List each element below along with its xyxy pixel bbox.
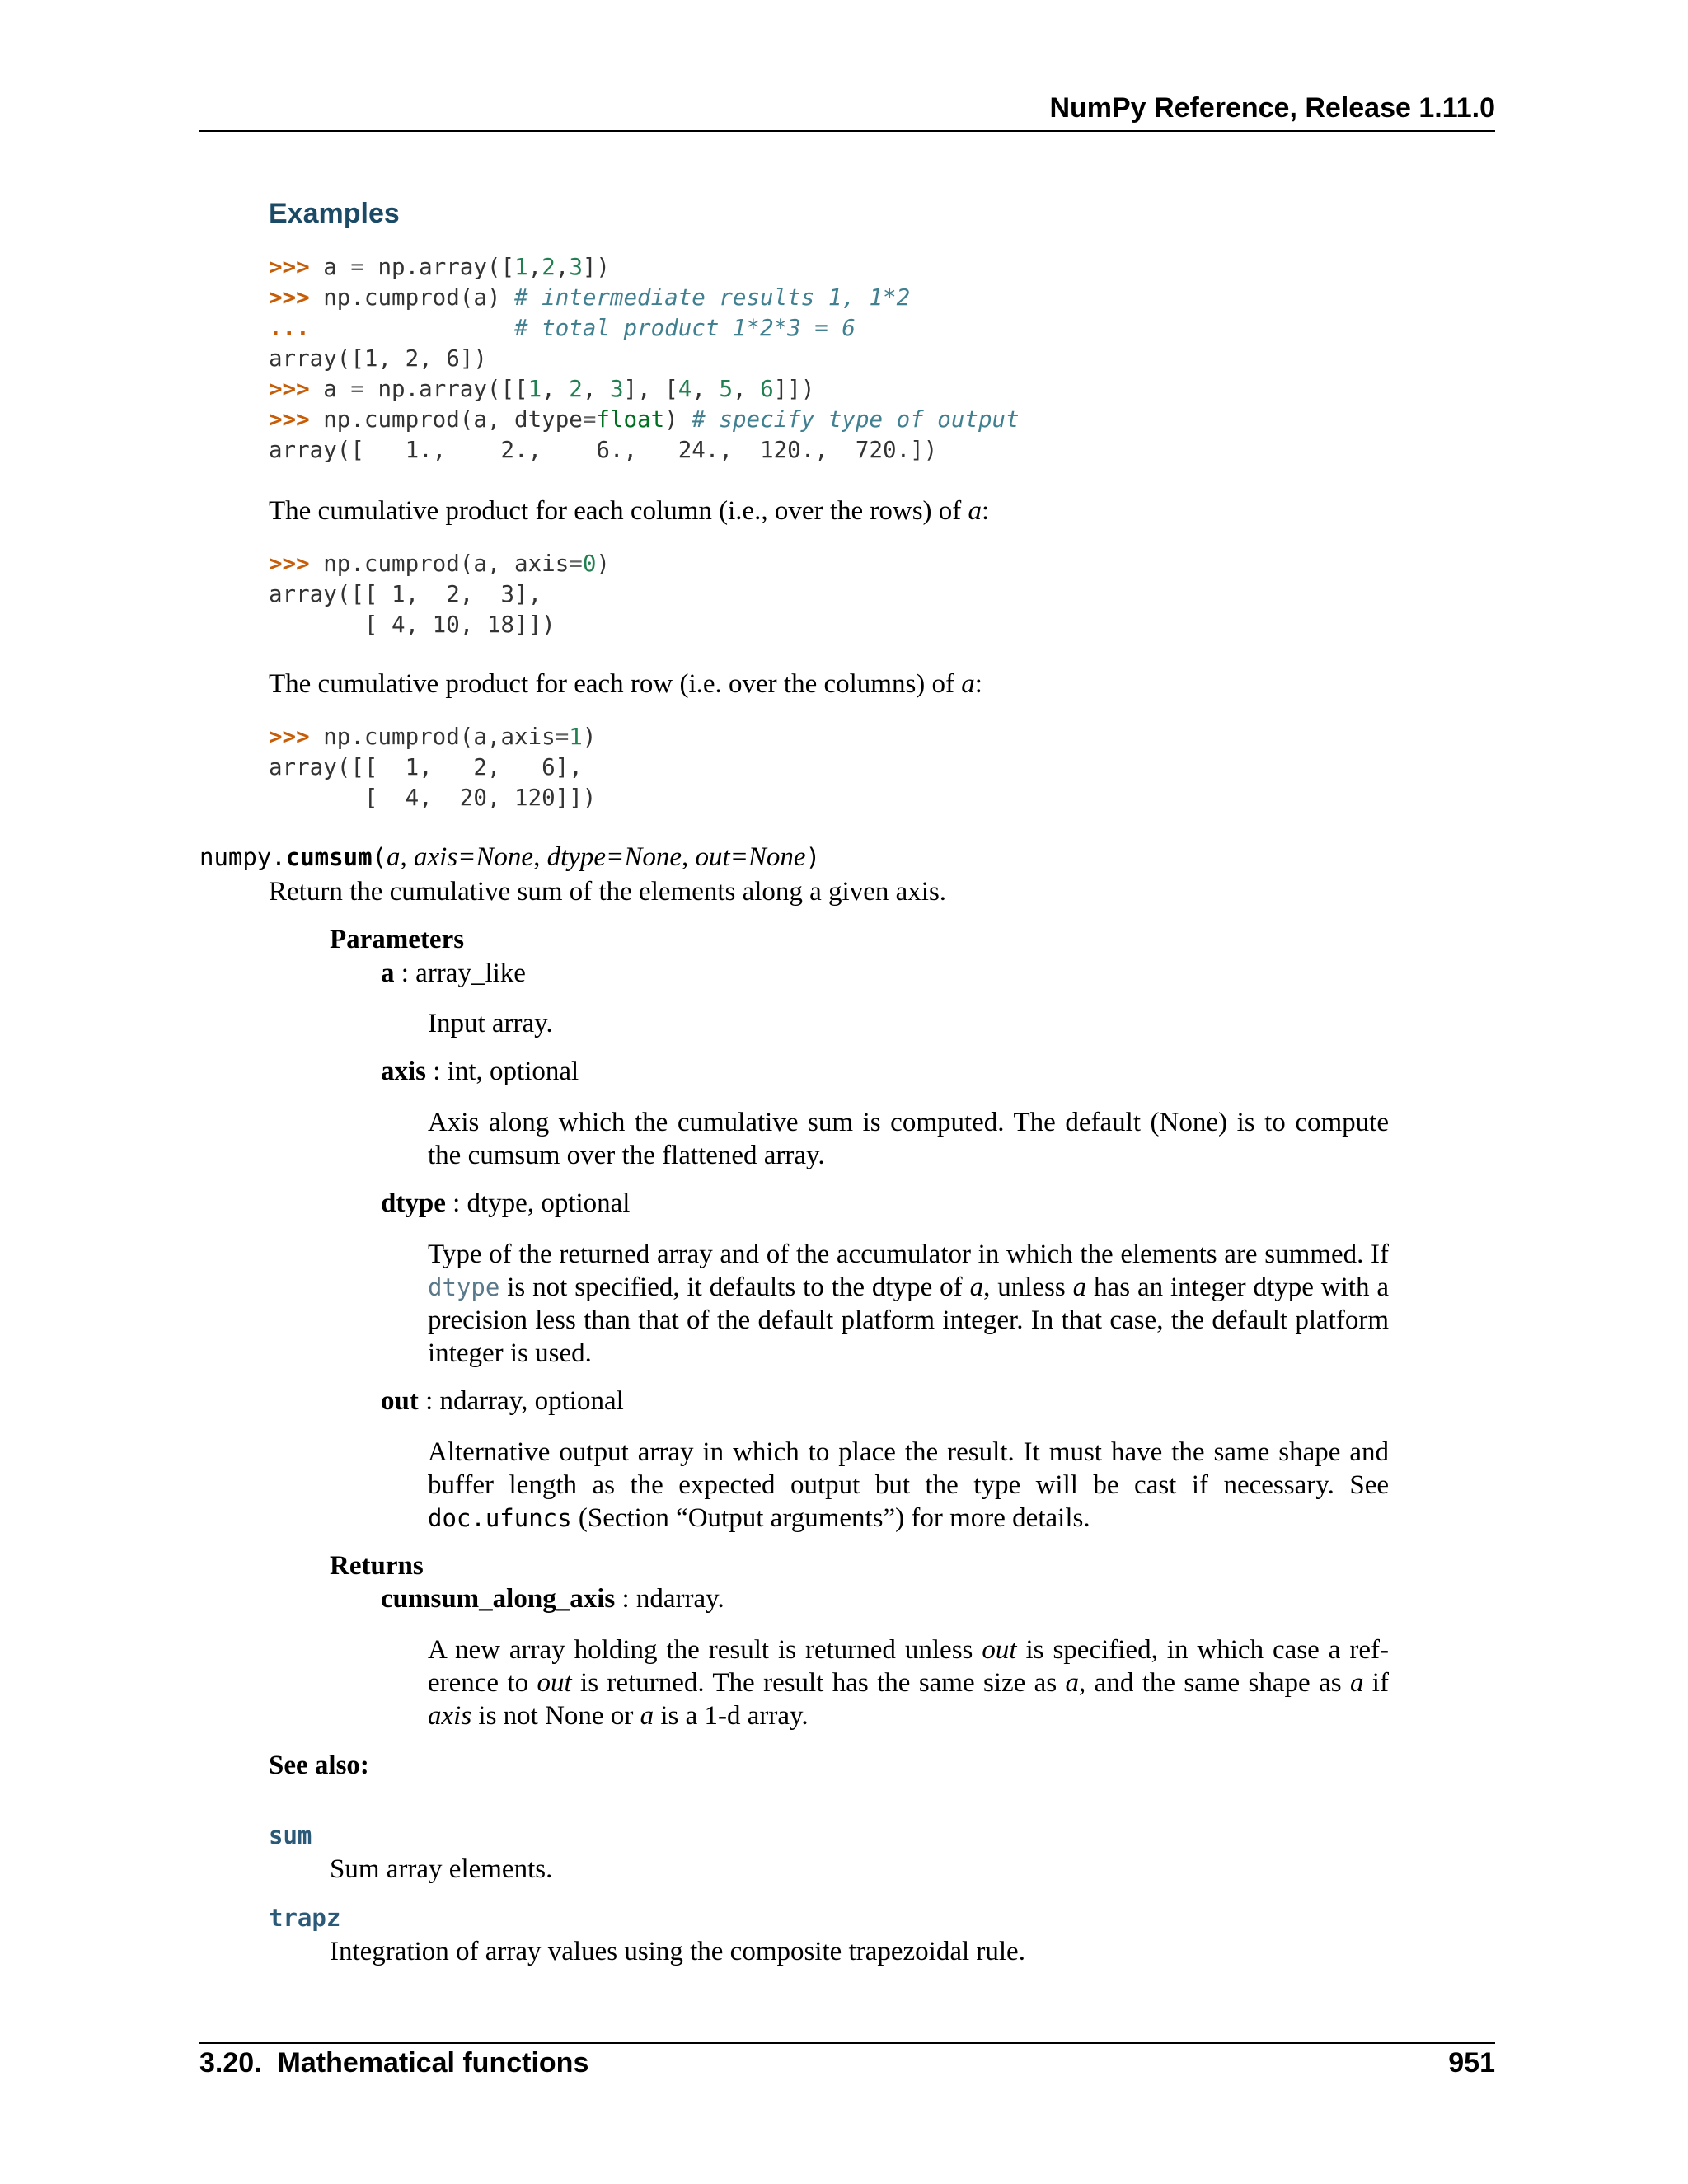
doc-ufuncs-reference: doc.ufuncs [428,1504,572,1532]
code-token: >>> [269,724,324,750]
param-axis: axis : int, optional [381,1057,579,1086]
param-axis-description: Axis along which the cumulative sum is computed. The default (None) is to compute the cumsum over the flattened array. [428,1108,1389,1170]
header-rule [199,130,1495,132]
code-token: >>> [269,406,324,433]
param-out-description: Alternative output array in which to place the result. It must have the same shape and buffer length as the expected output but the type will be cast if necessary. See doc.ufuncs (Section “Output arguments”) for more details. [428,1437,1389,1533]
code-token: a [323,376,351,402]
code-token: 1 [514,254,528,280]
code-token: = [350,254,378,280]
param-a-description: Input array. [428,1009,553,1038]
footer-section-title: 3.20. Mathematical functions [199,2047,589,2079]
code-token: np.cumprod(a) [323,284,515,311]
code-token: array([[ 1, 2, 3], [269,581,542,607]
code-line [269,610,610,640]
code-token: 6 [760,376,774,402]
param-dtype: dtype : dtype, optional [381,1188,631,1218]
code-line [269,313,1020,344]
footer-page-number: 951 [1448,2047,1495,2079]
code-token: ]) [582,254,610,280]
dtype-reference-link[interactable]: dtype [428,1273,500,1301]
code-token: np.cumprod(a, dtype [323,406,583,433]
running-header-title: NumPy Reference, Release 1.11.0 [1049,92,1495,124]
function-summary: Return the cumulative sum of the elements along a given axis. [269,877,947,907]
code-token: >>> [269,551,324,577]
code-line [269,405,1020,435]
code-token: >>> [269,254,324,280]
param-dtype-description: Type of the returned array and of the accumulator in which the elements are summed. If dtype is not specified, it defaults to the dtype of a, unless a has an integer dtype with a precision less than that of the default platform integer. In that case, the default platform integer is used. [428,1240,1389,1368]
parameters-label: Parameters [330,925,465,954]
code-token: = [350,376,378,402]
code-token: # total product 1*2*3 = 6 [514,315,856,341]
returns-label: Returns [330,1551,424,1581]
code-line [269,549,610,579]
code-token: # specify type of output [692,406,1020,433]
code-token: = [569,551,583,577]
code-token: ) [596,551,610,577]
code-token: , [555,254,570,280]
function-signature-cumsum: numpy.cumsum(a, axis=None, dtype=None, out=None) [199,842,821,872]
code-token: ) [664,406,692,433]
code-line [269,752,596,783]
code-token: array([[ 1, 2, 6], [269,754,583,780]
code-token: , [542,376,570,402]
see-also-link-sum[interactable]: sum [269,1821,312,1849]
code-token: 2 [569,376,583,402]
code-token: ... [269,315,324,341]
code-token: 1 [528,376,542,402]
return-cumsum-along-axis: cumsum_along_axis : ndarray. [381,1584,724,1614]
code-token: np.array([ [377,254,515,280]
code-token: >>> [269,284,324,311]
code-token: np.cumprod(a,axis [323,724,556,750]
code-line [269,722,596,752]
param-a: a : array_like [381,958,526,988]
see-also-desc-sum: Sum array elements. [330,1854,553,1884]
code-token: 5 [719,376,734,402]
code-token: array([1, 2, 6]) [269,345,487,372]
paragraph-cumprod-columns: The cumulative product for each column (i.e., over the rows) of a: [269,496,990,526]
code-token: 3 [609,376,624,402]
examples-heading: Examples [269,198,400,229]
code-token: = [582,406,597,433]
code-token: 4 [678,376,692,402]
code-token: ) [582,724,597,750]
see-also-desc-trapz: Integration of array values using the composite trapezoidal rule. [330,1937,1025,1966]
code-line [269,252,1020,283]
param-out: out : ndarray, optional [381,1386,624,1416]
code-token: a [323,254,351,280]
code-token: np.array([[ [377,376,528,402]
footer-rule [199,2042,1495,2044]
code-block-cumprod-axis1 [269,722,596,813]
code-line [269,283,1020,313]
see-also-label: See also: [269,1750,369,1780]
code-line [269,435,1020,466]
code-token: , [733,376,761,402]
code-token [323,315,514,341]
code-token: float [596,406,665,433]
code-token: , [528,254,542,280]
code-token: , [692,376,720,402]
code-token: [ 4, 10, 18]]) [269,612,556,638]
code-line [269,344,1020,374]
code-token: , [582,376,610,402]
code-token: ], [ [623,376,678,402]
paragraph-cumprod-rows: The cumulative product for each row (i.e. over the columns) of a: [269,669,982,699]
code-line [269,374,1020,405]
see-also-link-trapz[interactable]: trapz [269,1904,341,1932]
code-token: ]]) [773,376,815,402]
code-block-cumprod-examples [269,252,1020,466]
code-token: np.cumprod(a, axis [323,551,570,577]
code-token: [ 4, 20, 120]]) [269,785,597,811]
code-token: # intermediate results 1, 1*2 [514,284,911,311]
code-token: array([ 1., 2., 6., 24., 120., 720.]) [269,437,938,463]
code-token: = [555,724,570,750]
return-description: A new array holding the result is returned unless out is specified, in which case a ref-erence to out is returned. The result has the same size as a, and the same shape as a if axis is not None or a is a 1-d array. [428,1635,1390,1731]
function-name: cumsum [285,843,373,871]
code-token: 1 [569,724,583,750]
code-token: 3 [569,254,583,280]
code-line [269,783,596,813]
code-token: 0 [582,551,597,577]
code-block-cumprod-axis0 [269,549,610,640]
code-line [269,579,610,610]
code-token: 2 [542,254,556,280]
code-token: >>> [269,376,324,402]
